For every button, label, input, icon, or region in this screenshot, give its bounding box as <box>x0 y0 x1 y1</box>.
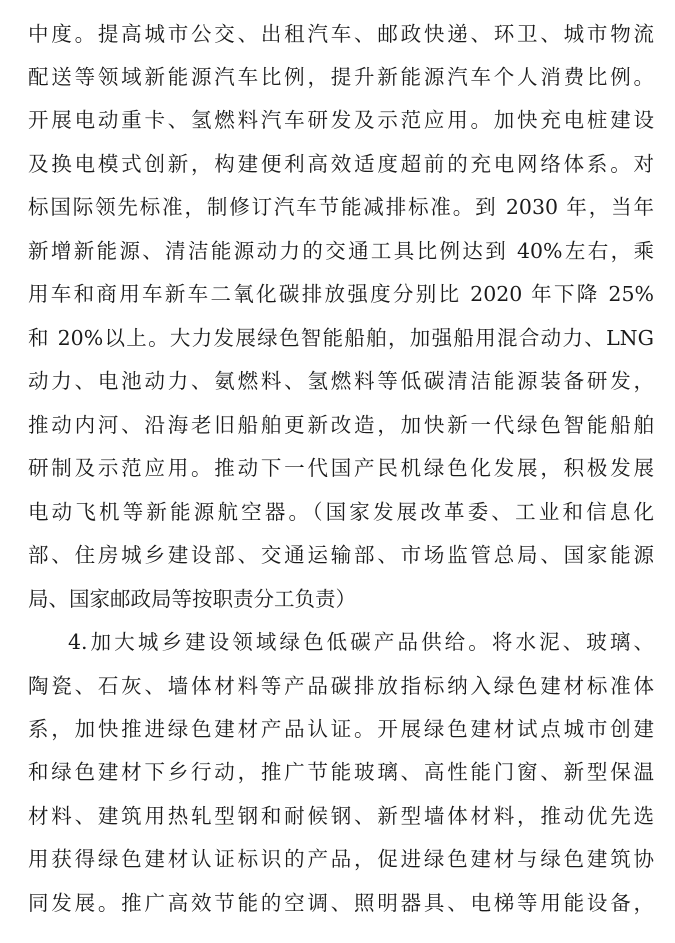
paragraph-2-line-2: 陶瓷、石灰、墙体材料等产品碳排放指标纳入绿色建材标准体 <box>28 674 654 698</box>
paragraph-1-line-14: 局、国家邮政局等按职责分工负责） <box>28 587 356 611</box>
paragraph-1-line-2: 配送等领域新能源汽车比例，提升新能源汽车个人消费比例。 <box>28 65 654 89</box>
paragraph-1-line-4: 及换电模式创新，构建便利高效适度超前的充电网络体系。对 <box>28 152 654 176</box>
paragraph-2-line-3: 系，加快推进绿色建材产品认证。开展绿色建材试点城市创建 <box>28 717 654 741</box>
paragraph-1-line-6: 新增新能源、清洁能源动力的交通工具比例达到 40%左右，乘 <box>28 239 654 263</box>
paragraph-2-line-6: 用获得绿色建材认证标识的产品，促进绿色建材与绿色建筑协 <box>28 847 654 871</box>
paragraph-1-line-11: 研制及示范应用。推动下一代国产民机绿色化发展，积极发展 <box>28 456 654 480</box>
paragraph-1-line-3: 开展电动重卡、氢燃料汽车研发及示范应用。加快充电桩建设 <box>28 108 654 132</box>
paragraph-1-line-1: 中度。提高城市公交、出租汽车、邮政快递、环卫、城市物流 <box>28 22 654 46</box>
paragraph-2-line-4: 和绿色建材下乡行动，推广节能玻璃、高性能门窗、新型保温 <box>28 760 654 784</box>
paragraph-2-line-7: 同发展。推广高效节能的空调、照明器具、电梯等用能设备， <box>28 891 654 915</box>
paragraph-2-line-5: 材料、建筑用热轧型钢和耐候钢、新型墙体材料，推动优先选 <box>28 804 654 828</box>
paragraph-2-line-1: 4.加大城乡建设领域绿色低碳产品供给。将水泥、玻璃、 <box>68 630 654 654</box>
paragraph-1-line-7: 用车和商用车新车二氧化碳排放强度分别比 2020 年下降 25% <box>28 282 654 306</box>
paragraph-1-line-9: 动力、电池动力、氨燃料、氢燃料等低碳清洁能源装备研发， <box>28 369 654 393</box>
paragraph-1-line-5: 标国际领先标准，制修订汽车节能减排标准。到 2030 年，当年 <box>28 195 654 219</box>
paragraph-1-line-10: 推动内河、沿海老旧船舶更新改造，加快新一代绿色智能船舶 <box>28 413 654 437</box>
paragraph-1-line-8: 和 20%以上。大力发展绿色智能船舶，加强船用混合动力、LNG <box>28 326 654 350</box>
paragraph-1-line-12: 电动飞机等新能源航空器。（国家发展改革委、工业和信息化 <box>28 500 654 524</box>
paragraph-1-line-13: 部、住房城乡建设部、交通运输部、市场监管总局、国家能源 <box>28 543 654 567</box>
